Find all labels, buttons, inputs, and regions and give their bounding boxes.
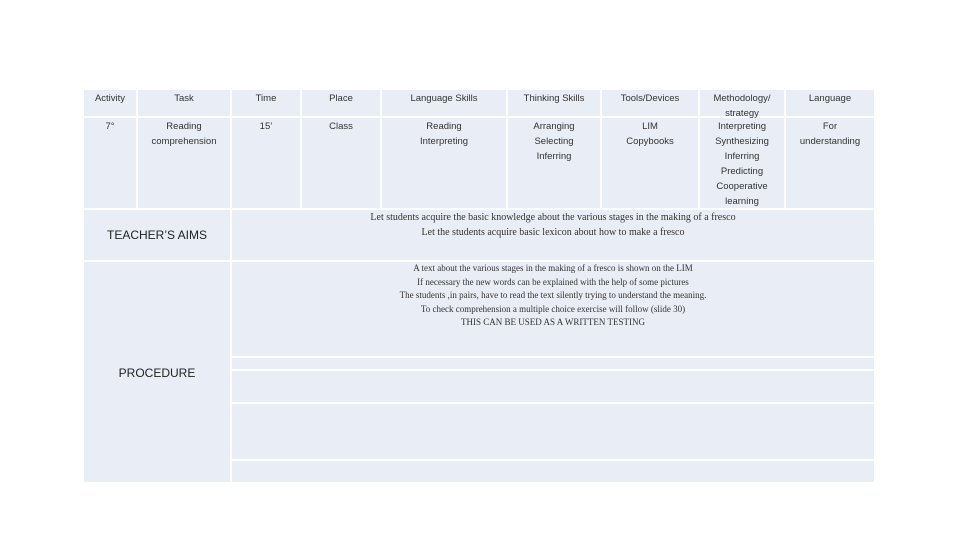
row-divider bbox=[232, 369, 874, 371]
header-tools-devices: Tools/Devices bbox=[620, 93, 680, 104]
cell-language-skills: Reading Interpreting bbox=[419, 121, 469, 147]
col-divider bbox=[136, 90, 138, 208]
teachers-aims-label: TEACHER’S AIMS bbox=[106, 228, 208, 242]
row-divider bbox=[232, 459, 874, 461]
col-divider bbox=[380, 90, 382, 208]
cell-time: 15’ bbox=[259, 121, 273, 132]
header-thinking-skills: Thinking Skills bbox=[523, 93, 585, 104]
procedure-text: A text about the various stages in the making of a fresco is shown on the LIM If necessary the new words can be explained with the help of some pictures The students ,in pairs, have to read the text silently trying to understand the meaning. To check comprehension a multiple choice exercise will follow (slide 30) THIS CAN BE USED AS A WRITTEN TESTING bbox=[399, 263, 707, 327]
header-task: Task bbox=[174, 93, 194, 104]
teachers-aims-text: Let students acquire the basic knowledge about the various stages in the making of a fresco Let the students acquire basic lexicon about how to make a fresco bbox=[370, 212, 736, 238]
cell-activity: 7° bbox=[105, 121, 115, 132]
col-divider bbox=[600, 90, 602, 208]
header-language: Language bbox=[808, 93, 852, 104]
cell-task: Reading comprehension bbox=[151, 121, 217, 147]
cell-language: For understanding bbox=[799, 121, 861, 147]
cell-tools-devices: LIM Copybooks bbox=[626, 121, 674, 147]
header-place: Place bbox=[329, 93, 353, 104]
col-divider bbox=[784, 90, 786, 208]
cell-methodology: Interpreting Synthesizing Inferring Predicting Cooperative learning bbox=[715, 121, 769, 207]
cell-thinking-skills: Arranging Selecting Inferring bbox=[533, 121, 575, 162]
cell-place: Class bbox=[329, 121, 353, 132]
header-activity: Activity bbox=[94, 93, 126, 104]
procedure-label: PROCEDURE bbox=[118, 366, 196, 380]
header-language-skills: Language Skills bbox=[410, 93, 478, 104]
col-divider bbox=[300, 90, 302, 208]
header-methodology: Methodology/ strategy bbox=[713, 93, 771, 119]
row-divider bbox=[232, 402, 874, 404]
header-time: Time bbox=[255, 93, 277, 104]
row-divider bbox=[232, 356, 874, 358]
